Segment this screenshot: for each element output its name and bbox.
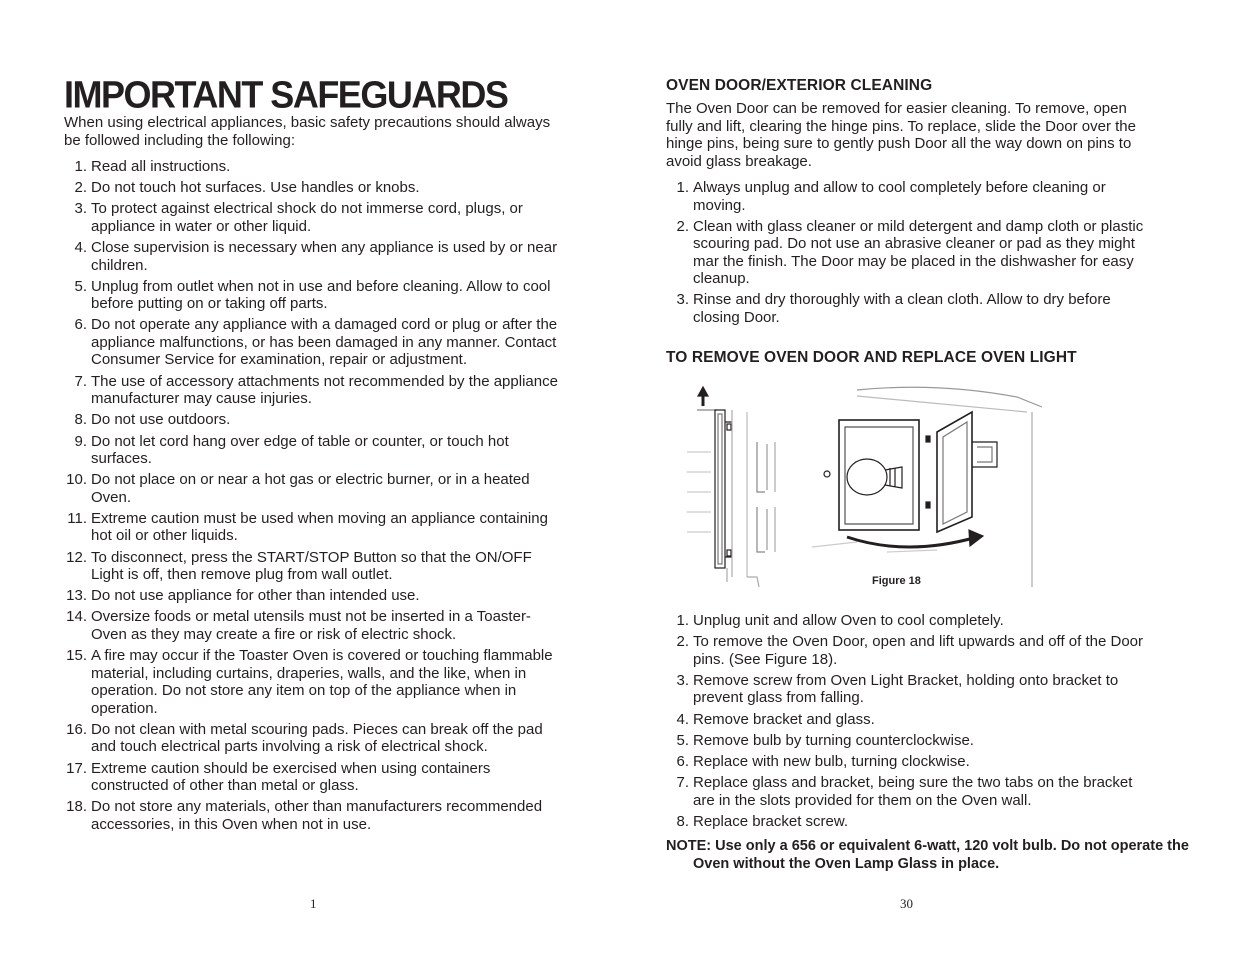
right-page <box>617 0 1235 954</box>
cleaning-steps-list <box>666 179 1146 330</box>
list-item-text: Read all instructions. <box>91 158 231 175</box>
figure-18-illustration <box>687 382 1087 592</box>
list-item-text: The use of accessory attachments not recommended by the appliance manufacturer may cause injuries. <box>91 372 558 408</box>
page-title: IMPORTANT SAFEGUARDS <box>64 73 508 117</box>
list-item <box>64 179 564 197</box>
list-item-number: 16. <box>66 720 87 738</box>
list-item-number: 8. <box>74 411 87 429</box>
list-item <box>666 633 1156 668</box>
list-item-number: 4. <box>74 239 87 257</box>
list-item-text: Do not let cord hang over edge of table or counter, or touch hot surfaces. <box>91 432 509 467</box>
list-item <box>64 278 564 313</box>
list-item-number: 2. <box>74 179 87 197</box>
list-item-text: Close supervision is necessary when any appliance is used by or near children. <box>91 239 558 274</box>
list-item-number: 5. <box>676 731 689 749</box>
cleaning-intro: The Oven Door can be removed for easier cleaning. To remove, open fully and lift, clearing the hinge pins. To replace, slide the Door over the hinge pins, being sure to gently push Door all the way down on pins to avoid glass breakage. <box>666 100 1136 170</box>
list-item-text: Remove bracket and glass. <box>693 710 875 728</box>
safeguards-list <box>64 158 564 837</box>
list-item-text: Replace bracket screw. <box>693 812 849 830</box>
list-item-text: To remove the Oven Door, open and lift upwards and off of the Door pins. (See Figure 18). <box>693 633 1143 668</box>
list-item <box>666 179 1146 214</box>
list-item <box>64 316 564 369</box>
list-item-number: 14. <box>66 608 87 626</box>
list-item-number: 17. <box>66 759 87 777</box>
list-item-number: 7. <box>74 372 87 390</box>
list-item <box>64 608 564 643</box>
list-item-text: To protect against electrical shock do not immerse cord, plugs, or appliance in water or other liquid. <box>91 200 523 235</box>
list-item-number: 5. <box>74 277 87 295</box>
bulb-note: NOTE: Use only a 656 or equivalent 6-watt, 120 volt bulb. Do not operate the Oven without the Oven Lamp Glass in place. <box>666 838 1189 872</box>
list-item-text: Do not touch hot surfaces. Use handles or knobs. <box>91 179 420 197</box>
list-item-text: Replace with new bulb, turning clockwise. <box>693 752 970 770</box>
list-item-number: 13. <box>66 587 87 605</box>
list-item-number: 6. <box>74 316 87 334</box>
list-item-text: Extreme caution must be used when moving an appliance containing hot oil or other liquids. <box>91 509 548 545</box>
list-item <box>64 373 564 408</box>
list-item-number: 6. <box>676 752 689 770</box>
list-item-number: 9. <box>74 432 87 450</box>
list-item-number: 18. <box>66 798 87 816</box>
list-item <box>666 813 1156 831</box>
list-item-number: 8. <box>676 812 689 830</box>
list-item-number: 3. <box>676 671 689 689</box>
figure-label: Figure 18 <box>872 575 921 587</box>
list-item-text: Unplug unit and allow Oven to cool completely. <box>693 612 1004 629</box>
list-item <box>64 239 564 274</box>
list-item-number: 12. <box>66 548 87 566</box>
list-item-text: Oversize foods or metal utensils must not be inserted in a Toaster-Oven as they may create a fire or risk of electric shock. <box>91 608 531 643</box>
list-item-number: 3. <box>74 200 87 218</box>
list-item <box>666 218 1146 288</box>
list-item-text: Do not store any materials, other than manufacturers recommended accessories, in this Oven when not in use. <box>91 798 543 833</box>
list-item-text: Do not use appliance for other than intended use. <box>91 587 420 605</box>
list-item-text: Remove screw from Oven Light Bracket, holding onto bracket to prevent glass from falling. <box>693 671 1119 707</box>
list-item-number: 7. <box>676 774 689 792</box>
list-item-text: Unplug from outlet when not in use and before cleaning. Allow to cool before putting on or taking off parts. <box>91 277 551 313</box>
list-item-number: 1. <box>74 158 87 175</box>
list-item-text: A fire may occur if the Toaster Oven is covered or touching flammable material, including curtains, draperies, walls, and the like, when in operation. Do not store any item on top of the appliance when in operation. <box>91 647 553 717</box>
list-item-number: 1. <box>676 179 689 196</box>
list-item <box>64 549 564 584</box>
list-item-text: Do not clean with metal scouring pads. Pieces can break off the pad and touch electrical parts involving a risk of electrical shock. <box>91 720 543 756</box>
list-item-text: Rinse and dry thoroughly with a clean cloth. Allow to dry before closing Door. <box>693 291 1111 326</box>
list-item <box>64 798 564 833</box>
list-item <box>64 433 564 468</box>
list-item-text: To disconnect, press the START/STOP Button so that the ON/OFF Light is off, then remove plug from wall outlet. <box>91 548 532 584</box>
list-item <box>64 158 564 176</box>
list-item <box>666 753 1156 771</box>
list-item <box>666 732 1156 750</box>
list-item <box>666 291 1146 326</box>
list-item <box>64 411 564 429</box>
list-item <box>64 760 564 795</box>
left-page <box>0 0 617 954</box>
remove-door-heading: TO REMOVE OVEN DOOR AND REPLACE OVEN LIGHT <box>666 349 1077 366</box>
list-item <box>666 612 1156 630</box>
list-item-text: Do not operate any appliance with a damaged cord or plug or after the appliance malfunctions, or has been damaged in any manner. Contact Consumer Service for examination, repair or adjustment. <box>91 316 558 369</box>
cleaning-heading: OVEN DOOR/EXTERIOR CLEANING <box>666 77 933 94</box>
page-number-left: 1 <box>310 896 317 911</box>
list-item <box>64 471 564 506</box>
list-item-number: 2. <box>676 633 689 651</box>
list-item <box>64 587 564 605</box>
remove-door-steps-list <box>666 612 1156 834</box>
list-item-text: Replace glass and bracket, being sure the two tabs on the bracket are in the slots provided for them on the Oven wall. <box>693 774 1133 809</box>
list-item-text: Clean with glass cleaner or mild detergent and damp cloth or plastic scouring pad. Do not use an abrasive cleaner or pad as they might mar the finish. The Door may be placed in the dishwasher for easy cleanup. <box>693 217 1144 288</box>
list-item <box>64 510 564 545</box>
list-item-number: 11. <box>67 509 87 527</box>
list-item-number: 2. <box>676 217 689 235</box>
list-item-text: Extreme caution should be exercised when using containers constructed of other than metal or glass. <box>91 759 491 794</box>
list-item-number: 15. <box>66 647 87 665</box>
list-item <box>666 774 1156 809</box>
list-item <box>64 721 564 756</box>
list-item <box>666 672 1156 707</box>
list-item-number: 3. <box>676 291 689 309</box>
list-item-number: 1. <box>676 612 689 629</box>
list-item-text: Remove bulb by turning counterclockwise. <box>693 731 974 749</box>
list-item <box>64 647 564 717</box>
list-item-number: 10. <box>66 471 87 489</box>
list-item <box>64 200 564 235</box>
list-item-text: Do not use outdoors. <box>91 411 231 429</box>
page-number-right: 30 <box>900 896 913 911</box>
list-item-text: Do not place on or near a hot gas or electric burner, or in a heated Oven. <box>91 471 530 506</box>
list-item-text: Always unplug and allow to cool completely before cleaning or moving. <box>693 179 1106 214</box>
list-item-number: 4. <box>676 710 689 728</box>
safeguards-intro: When using electrical appliances, basic safety precautions should always be followed including the following: <box>64 114 551 149</box>
list-item <box>666 711 1156 729</box>
